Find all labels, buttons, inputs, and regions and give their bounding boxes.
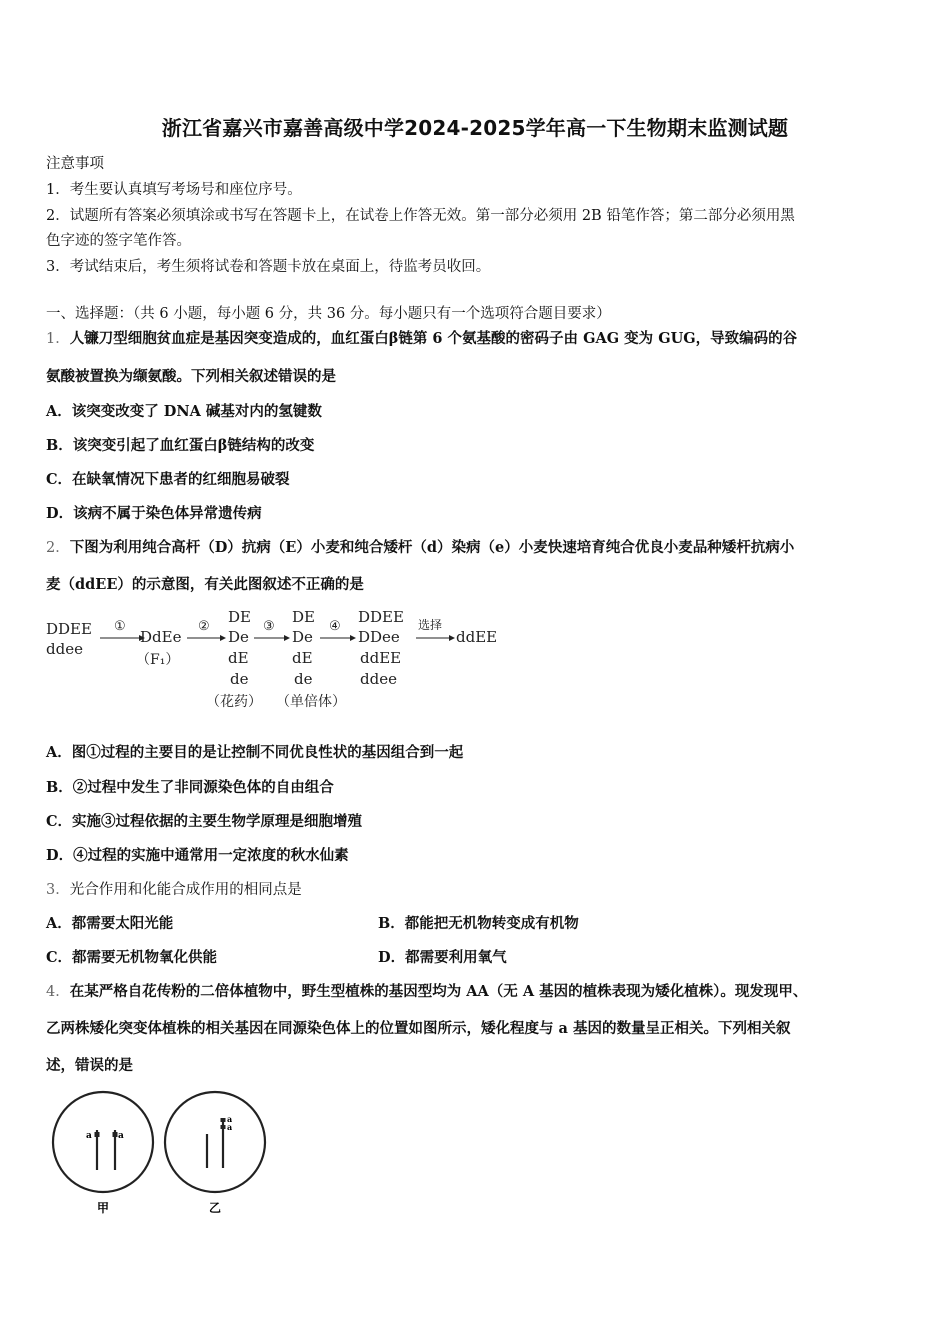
question-3-stem: 3．光合作用和化能合成作用的相同点是	[46, 882, 302, 898]
note-item: 1．考生要认真填写考场号和座位序号。	[46, 182, 302, 198]
parent-2: ddee	[46, 640, 83, 658]
gene-marker	[95, 1132, 100, 1137]
q3-option-d[interactable]: D．都需要利用氧气	[378, 949, 507, 966]
f1-label: （F₁）	[136, 652, 180, 668]
gametes-label: （花药）	[206, 694, 262, 710]
cell-a	[53, 1092, 153, 1215]
gamete: De	[228, 628, 249, 646]
q2-option-c[interactable]: C．实施③过程依据的主要生物学原理是细胞增殖	[46, 813, 363, 830]
gamete: dE	[228, 649, 249, 667]
page-title: 浙江省嘉兴市嘉善高级中学2024-2025学年高一下生物期末监测试题	[161, 116, 789, 140]
question-number: 3．	[46, 882, 70, 898]
result-genotype: ddEE	[456, 628, 498, 646]
notes-heading: 注意事项	[46, 156, 104, 172]
question-4-stem: 4．在某严格自花传粉的二倍体植物中，野生型植株的基因型均为 AA（无 A 基因的植株表现为矮化植株）。现发现甲、	[46, 983, 808, 1000]
cell-a-circle	[53, 1092, 153, 1192]
f1-genotype: DdEe	[140, 628, 182, 646]
gamete: de	[230, 670, 249, 688]
q1-option-a[interactable]: A．该突变改变了 DNA 碱基对内的氢键数	[46, 403, 322, 420]
q3-option-a[interactable]: A．都需要太阳光能	[46, 915, 174, 932]
gene-label: a	[227, 1114, 233, 1124]
diploid: ddEE	[360, 649, 402, 667]
question-4-stem-cont: 乙两株矮化突变体植株的相关基因在同源染色体上的位置如图所示，矮化程度与 a 基因的数量呈正相关。下列相关叙	[46, 1020, 791, 1037]
select-label: 选择	[418, 618, 443, 632]
diploid: DDee	[358, 628, 400, 646]
diploid: ddee	[360, 670, 397, 688]
gene-label: a	[227, 1122, 233, 1132]
cell-b-label: 乙	[209, 1201, 222, 1215]
step-3-label: ③	[263, 619, 275, 634]
note-item: 2．试题所有答案必须填涂或书写在答题卡上，在试卷上作答无效。第一部分必须用 2B 铅笔作答；第二部分必须用黑	[46, 208, 795, 224]
chromosome-figure	[48, 1090, 278, 1225]
question-2-stem: 2．下图为利用纯合高杆（D）抗病（E）小麦和纯合矮杆（d）染病（e）小麦快速培育纯合优良小麦品种矮杆抗病小	[46, 539, 795, 556]
question-number: 2．	[46, 540, 70, 556]
question-1-stem-cont: 氨酸被置换为缬氨酸。下列相关叙述错误的是	[46, 368, 336, 385]
q1-option-d[interactable]: D．该病不属于染色体异常遗传病	[46, 505, 262, 522]
arrow-4-head	[350, 635, 356, 641]
step-4-label: ④	[329, 619, 341, 634]
haploid: dE	[292, 649, 313, 667]
parent-1: DDEE	[46, 620, 92, 638]
gene-label: a	[118, 1131, 124, 1141]
gamete: DE	[228, 608, 251, 626]
section-heading: 一、选择题：（共 6 小题，每小题 6 分，共 36 分。每小题只有一个选项符合题目要求）	[46, 306, 611, 322]
q3-option-c[interactable]: C．都需要无机物氧化供能	[46, 949, 218, 966]
q2-option-d[interactable]: D．④过程的实施中通常用一定浓度的秋水仙素	[46, 847, 349, 864]
breeding-diagram	[44, 600, 514, 712]
haploid: de	[294, 670, 313, 688]
note-item: 色字迹的签字笔作答。	[46, 233, 191, 249]
q2-option-a[interactable]: A．图①过程的主要目的是让控制不同优良性状的基因组合到一起	[46, 744, 464, 761]
step-2-label: ②	[198, 619, 210, 634]
cell-a-label: 甲	[97, 1201, 110, 1215]
gene-marker	[113, 1132, 118, 1137]
gene-label: a	[86, 1131, 92, 1141]
arrow-2-head	[220, 635, 226, 641]
gene-marker	[221, 1118, 226, 1122]
arrow-3-head	[284, 635, 290, 641]
arrow-5-head	[449, 635, 455, 641]
question-1-stem: 1．人镰刀型细胞贫血症是基因突变造成的，血红蛋白β链第 6 个氨基酸的密码子由 GAG 变为 GUG，导致编码的谷	[46, 330, 798, 347]
cell-b-circle	[165, 1092, 265, 1192]
gene-marker	[221, 1125, 226, 1129]
step-1-label: ①	[114, 619, 126, 634]
note-item: 3．考试结束后，考生须将试卷和答题卡放在桌面上，待监考员收回。	[46, 259, 491, 275]
q1-option-b[interactable]: B．该突变引起了血红蛋白β链结构的改变	[46, 437, 315, 454]
haploid: DE	[292, 608, 315, 626]
question-2-stem-cont: 麦（ddEE）的示意图，有关此图叙述不正确的是	[46, 576, 364, 593]
haploids-label: （单倍体）	[276, 694, 346, 710]
q2-option-b[interactable]: B．②过程中发生了非同源染色体的自由组合	[46, 779, 334, 796]
q3-option-b[interactable]: B．都能把无机物转变成有机物	[378, 915, 579, 932]
haploid: De	[292, 628, 313, 646]
diploid: DDEE	[358, 608, 404, 626]
question-number: 1．	[46, 331, 70, 347]
cell-b	[165, 1092, 265, 1215]
question-4-stem-cont: 述，错误的是	[46, 1057, 133, 1074]
q1-option-c[interactable]: C．在缺氧情况下患者的红细胞易破裂	[46, 471, 290, 488]
question-number: 4．	[46, 984, 70, 1000]
